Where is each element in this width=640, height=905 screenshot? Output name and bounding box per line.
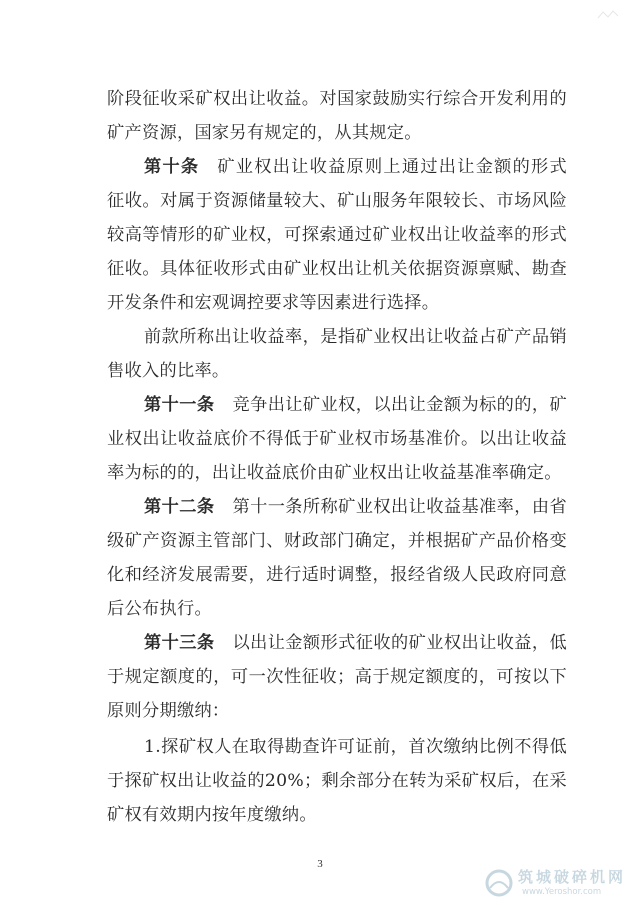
text-line: 矿权有效期内按年度缴纳。 xyxy=(107,805,317,825)
text-line: 率为标的的，出让收益底价由矿业权出让收益基准率确定。 xyxy=(107,463,562,483)
article-heading: 第十二条 xyxy=(144,497,215,517)
text-line: 化和经济发展需要，进行适时调整，报经省级人民政府同意 xyxy=(107,565,567,585)
text-line: 征收。具体征收形式由矿业权出让机关依据资源禀赋、勘查 xyxy=(107,259,567,279)
text-line: 矿业权出让收益原则上通过出让金额的形式 xyxy=(217,157,567,177)
text-line: 后公布执行。 xyxy=(107,599,212,619)
scan-artifact-icon xyxy=(597,10,619,20)
text-line: 第十一条所称矿业权出让收益基准率，由省 xyxy=(232,497,568,517)
text-line: 阶段征收采矿权出让收益。对国家鼓励实行综合开发利用的 xyxy=(107,89,567,109)
text-line: 于探矿权出让收益的20%；剩余部分在转为采矿权后，在采 xyxy=(107,771,567,791)
article-12-first-line xyxy=(144,497,567,517)
watermark xyxy=(484,866,630,902)
text-line: 级矿产资源主管部门、财政部门确定，并根据矿产品价格变 xyxy=(107,531,567,551)
text-line: 矿产资源，国家另有规定的，从其规定。 xyxy=(107,123,422,143)
text-line: 售收入的比率。 xyxy=(107,361,230,381)
text-line: 1.探矿权人在取得勘查许可证前，首次缴纳比例不得低 xyxy=(144,737,567,757)
watermark-logo-icon xyxy=(484,868,514,898)
article-13-first-line xyxy=(144,633,567,653)
text-line: 较高等情形的矿业权，可探索通过矿业权出让收益率的形式 xyxy=(107,225,567,245)
text-line: 以出让金额形式征收的矿业权出让收益，低 xyxy=(232,633,568,653)
text-line: 于规定额度的，可一次性征收；高于规定额度的，可按以下 xyxy=(107,667,567,687)
text-line: 开发条件和宏观调控要求等因素进行选择。 xyxy=(107,293,440,313)
article-heading: 第十一条 xyxy=(144,395,215,415)
watermark-text: 筑城破碎机网 xyxy=(518,868,627,886)
text-line: 业权出让收益底价不得低于矿业权市场基准价。以出让收益 xyxy=(107,429,567,449)
article-heading: 第十三条 xyxy=(144,633,215,653)
text-line: 原则分期缴纳： xyxy=(107,701,230,721)
article-11-first-line xyxy=(144,395,567,415)
page-number: 3 xyxy=(317,858,323,870)
watermark-url: www.Yeroshor.com xyxy=(522,887,602,897)
text-line: 征收。对属于资源储量较大、矿山服务年限较长、市场风险 xyxy=(107,191,567,211)
article-heading: 第十条 xyxy=(144,157,200,177)
article-10-first-line xyxy=(144,157,567,177)
text-line: 前款所称出让收益率，是指矿业权出让收益占矿产品销 xyxy=(144,327,567,347)
text-line: 竞争出让矿业权，以出让金额为标的的，矿 xyxy=(232,395,568,415)
